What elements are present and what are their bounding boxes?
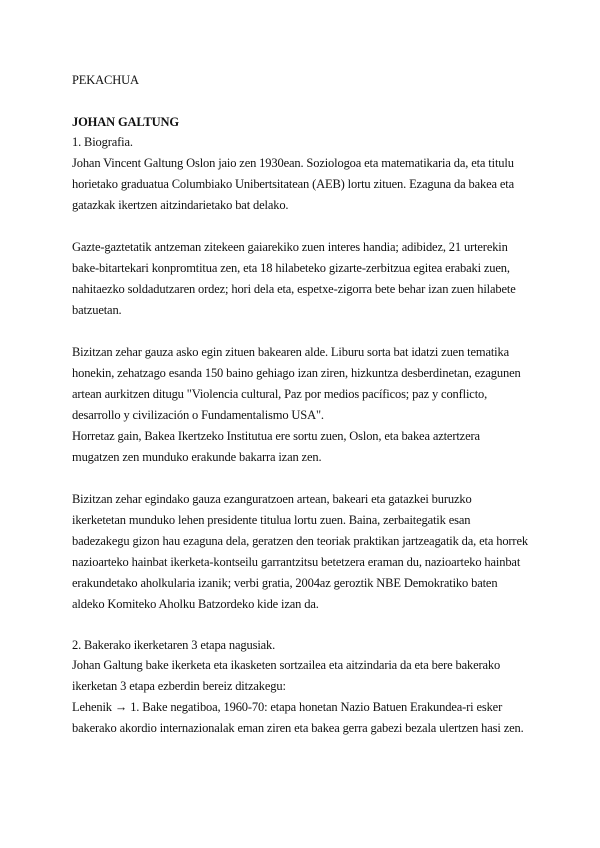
paragraph-line: mugatzen zen munduko erakunde bakarra izan zen. [72, 450, 322, 464]
paragraph-line: honekin, zehatzago esanda 150 baino gehiago izan ziren, hizkuntza desberdinetan, ezagunen [72, 366, 521, 380]
section-heading-biografia: 1. Biografia. [72, 135, 133, 149]
paragraph-line: batzuetan. [72, 303, 122, 317]
paragraph-line: ikerketetan munduko lehen presidente titulua lortu zuen. Baina, zerbaitegatik esan [72, 513, 471, 527]
paragraph-line: aldeko Komiteko Aholku Batzordeko kide izan da. [72, 597, 319, 611]
paragraph-line: ikerketan 3 etapa ezberdin bereiz ditzakegu: [72, 679, 286, 693]
paragraph-line: nahitaezko soldadutzaren ordez; hori dela eta, espetxe-zigorra bete behar izan zuen hilabete [72, 282, 516, 296]
paragraph-line: artean aurkitzen ditugu "Violencia cultural, Paz por medios pacíficos; paz y conflicto, [72, 387, 488, 401]
paragraph-line: badezakegu gizon hau ezaguna dela, geratzen den teoriak praktikan jartzeagatik da, eta horrek [72, 534, 528, 548]
paragraph-line: gatazkak ikertzen aitzindarietako bat delako. [72, 198, 289, 212]
paragraph-line: nazioarteko hainbat ikerketa-kontseilu garrantzitsu betetzera eraman du, nazioarteko hainbat [72, 555, 521, 569]
paragraph-line: Johan Vincent Galtung Oslon jaio zen 1930ean. Soziologoa eta matematikaria da, eta titulu [72, 156, 514, 170]
paragraph-line: desarrollo y civilización o Fundamentalismo USA". [72, 408, 324, 422]
paragraph-line: erakundetako aholkularia izanik; verbi gratia, 2004az geroztik NBE Demokratiko baten [72, 576, 498, 590]
document-title: JOHAN GALTUNG [72, 115, 179, 129]
paragraph-line: Gazte-gaztetatik antzeman zitekeen gaiarekiko zuen interes handia; adibidez, 21 urterekin [72, 240, 508, 254]
paragraph-line: Bizitzan zehar egindako gauza ezanguratzoen artean, bakeari eta gatazkei buruzko [72, 492, 472, 506]
paragraph-line: bake-bitartekari konpromtitua zen, eta 18 hilabeteko gizarte-zerbitzua egitea erabaki zuen, [72, 261, 510, 275]
paragraph-line: Lehenik → 1. Bake negatiboa, 1960-70: etapa honetan Nazio Batuen Erakundea-ri esker [72, 700, 503, 714]
paragraph-line: Horretaz gain, Bakea Ikertzeko Institutua ere sortu zuen, Oslon, eta bakea aztertzera [72, 429, 480, 443]
document-header: PEKACHUA [72, 73, 139, 87]
paragraph-line: Johan Galtung bake ikerketa eta ikasketen sortzailea eta aitzindaria da eta bere bakerako [72, 658, 501, 672]
section-heading-etapak: 2. Bakerako ikerketaren 3 etapa nagusiak. [72, 638, 276, 652]
paragraph-line: bakerako akordio internazionalak eman ziren eta bakea gerra gabezi bezala ulertzen hasi zen. [72, 721, 524, 735]
paragraph-line: horietako graduatua Columbiako Unibertsitatean (AEB) lortu zituen. Ezaguna da bakea eta [72, 177, 514, 191]
paragraph-line: Bizitzan zehar gauza asko egin zituen bakearen alde. Liburu sorta bat idatzi zuen tematika [72, 345, 509, 359]
